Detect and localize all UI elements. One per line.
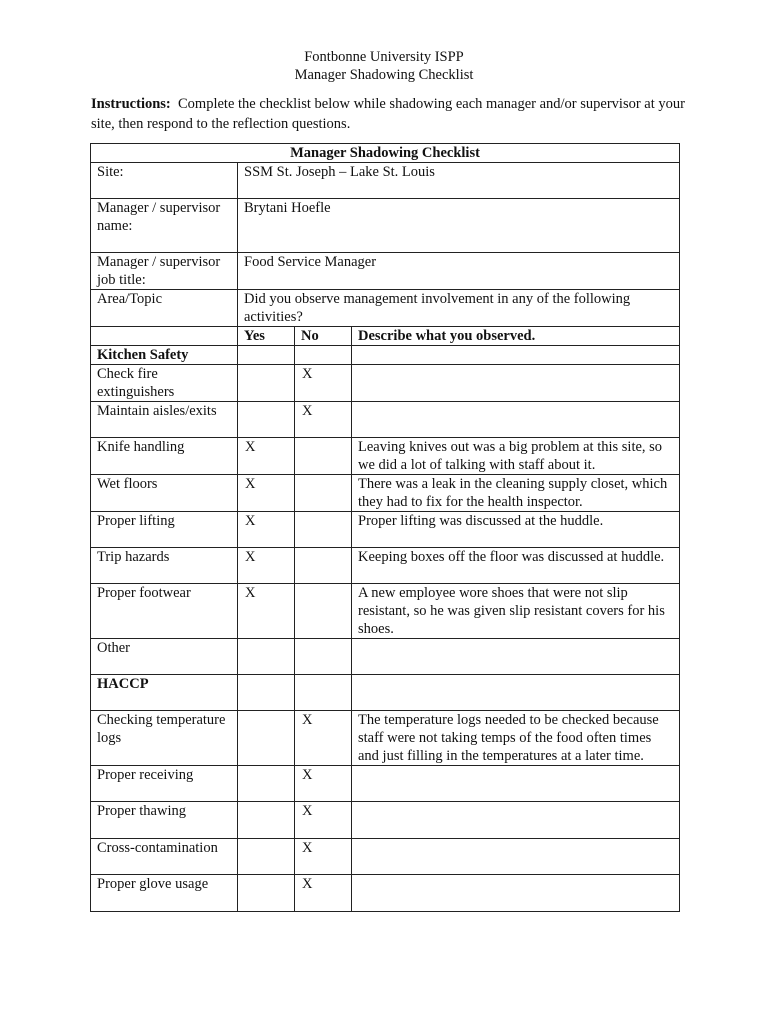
row-topic: Proper thawing [91,802,238,839]
area-label: Area/Topic [91,290,238,327]
row-note: A new employee wore shoes that were not slip resistant, so he was given slip resistant covers for his shoes. [352,584,680,639]
row-topic: Cross-contamination [91,839,238,875]
row-topic: Maintain aisles/exits [91,402,238,438]
row-note [352,639,680,675]
row-yes [238,875,295,912]
instructions-text: Complete the checklist below while shadowing each manager and/or supervisor at your site, then respond to the reflection questions. [91,96,685,132]
row-no: X [295,402,352,438]
row-yes [238,402,295,438]
row-note: Proper lifting was discussed at the huddle. [352,512,680,548]
row-no [295,548,352,584]
table-title: Manager Shadowing Checklist [91,144,680,163]
table-row [91,875,680,912]
row-note [352,365,680,402]
row-note: Leaving knives out was a big problem at this site, so we did a lot of talking with staff about it. [352,438,680,475]
row-note [352,839,680,875]
table-row [91,711,680,766]
section-haccp: HACCP [91,675,238,711]
row-note [352,802,680,839]
table-row [91,402,680,438]
table-row [91,584,680,639]
column-describe: Describe what you observed. [352,327,680,346]
row-topic: Wet floors [91,475,238,512]
instructions-label: Instructions: [91,96,171,112]
document-title: Fontbonne University ISPP [304,49,464,65]
document-subtitle: Manager Shadowing Checklist [294,67,474,83]
row-yes: X [238,548,295,584]
row-yes [238,711,295,766]
table-row [91,639,680,675]
row-no [295,438,352,475]
row-topic: Proper lifting [91,512,238,548]
row-note [352,875,680,912]
instructions [91,94,691,134]
row-topic: Proper glove usage [91,875,238,912]
row-yes: X [238,438,295,475]
table-row [91,365,680,402]
table-row [91,512,680,548]
site-label: Site: [91,163,238,199]
manager-label: Manager / supervisor name: [91,199,238,253]
table-row [91,475,680,512]
row-topic: Trip hazards [91,548,238,584]
site-value: SSM St. Joseph – Lake St. Louis [238,163,680,199]
job-label: Manager / supervisor job title: [91,253,238,290]
manager-value: Brytani Hoefle [238,199,680,253]
row-note: The temperature logs needed to be checked because staff were not taking temps of the food often times and just filling in the temperatures at a later time. [352,711,680,766]
row-yes [238,365,295,402]
column-yes: Yes [238,327,295,346]
row-note: Keeping boxes off the floor was discussed at huddle. [352,548,680,584]
row-no: X [295,766,352,802]
row-yes [238,766,295,802]
section-kitchen-safety: Kitchen Safety [91,346,238,365]
table-row [91,548,680,584]
row-no [295,639,352,675]
row-note [352,766,680,802]
row-no: X [295,802,352,839]
row-no: X [295,365,352,402]
row-no: X [295,875,352,912]
row-yes [238,839,295,875]
column-no: No [295,327,352,346]
row-note [352,402,680,438]
table-row [91,802,680,839]
table-row [91,766,680,802]
row-yes: X [238,512,295,548]
row-topic: Proper receiving [91,766,238,802]
row-no [295,512,352,548]
row-no: X [295,711,352,766]
row-topic: Other [91,639,238,675]
row-topic: Knife handling [91,438,238,475]
row-no [295,584,352,639]
row-yes [238,802,295,839]
row-yes: X [238,584,295,639]
row-yes: X [238,475,295,512]
row-no: X [295,839,352,875]
row-topic: Checking temperature logs [91,711,238,766]
area-question: Did you observe management involvement in any of the following activities? [238,290,680,327]
row-topic: Check fire extinguishers [91,365,238,402]
checklist-table [90,143,680,912]
table-row [91,438,680,475]
job-value: Food Service Manager [238,253,680,290]
row-topic: Proper footwear [91,584,238,639]
table-row [91,839,680,875]
row-note: There was a leak in the cleaning supply closet, which they had to fix for the health inspector. [352,475,680,512]
row-yes [238,639,295,675]
row-no [295,475,352,512]
